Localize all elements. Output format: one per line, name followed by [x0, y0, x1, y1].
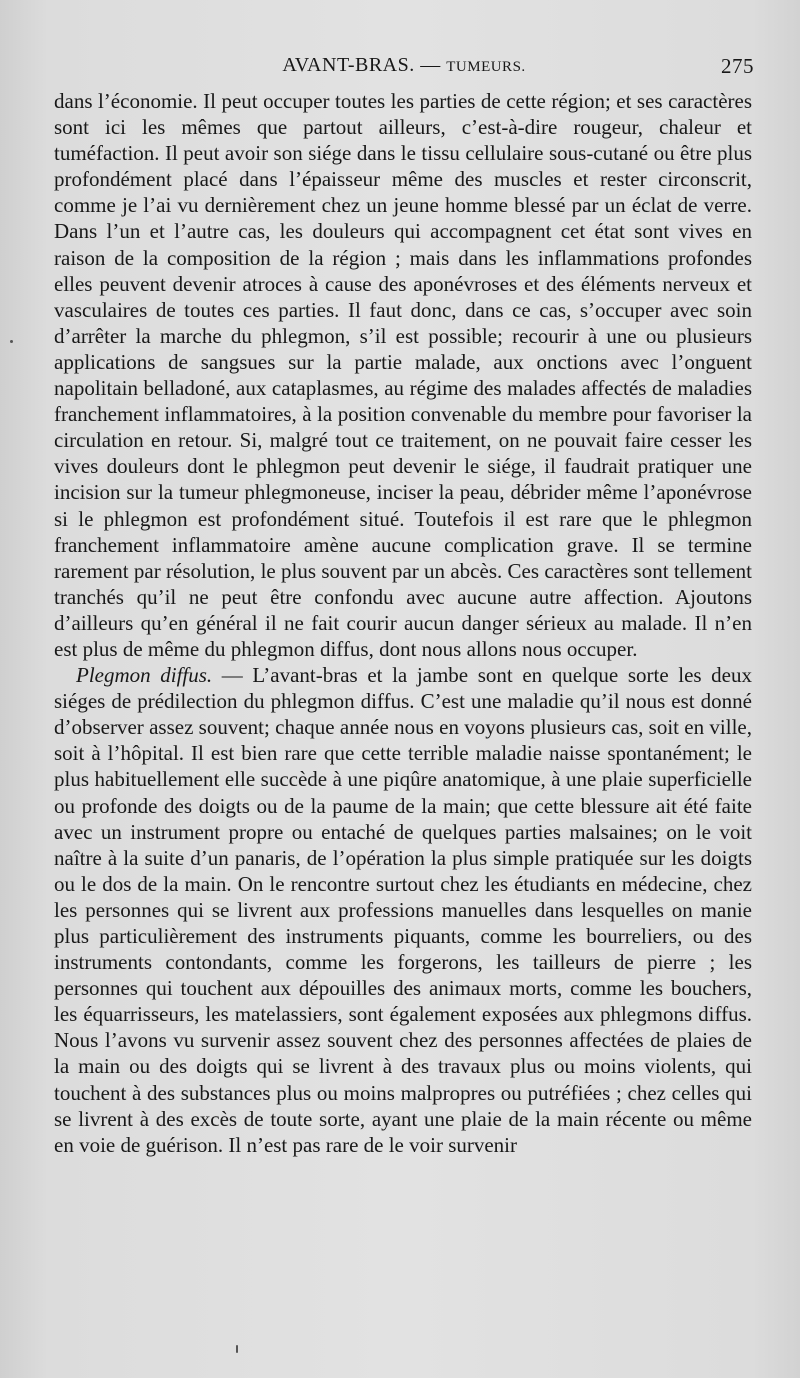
body-text — [54, 88, 752, 1158]
page-header — [54, 54, 754, 84]
paragraph-phlegmon-diffus — [54, 662, 752, 1158]
page-number: 275 — [721, 54, 754, 78]
paragraph-phlegmon-diffus-text: — L’avant-bras et la jambe sont en quelque sorte les deux siéges de prédilection du phlegmon diffus. C’est une maladie qu’il nous est donné d’observer assez souvent; chaque année nous en voyons plusieurs cas, soit en ville, soit à l’hôpital. Il est bien rare que cette terrible maladie naisse spontanément; le plus habituellement elle succède à une piqûre anatomique, à une plaie superficielle ou profonde des doigts ou de la paume de la main; que cette blessure ait été faite avec un instrument propre ou entaché de quelques parties malsaines; on le voit naître à la suite d’un panaris, de l’opération la plus simple pratiquée sur les doigts ou le dos de la main. On le rencontre surtout chez les étudiants en médecine, chez les personnes qui se livrent aux professions manuelles dans lesquelles on manie plus particulièrement des instruments piquants, comme les bourreliers, ou des instruments contondants, comme les forgerons, les tailleurs de pierre ; les personnes qui touchent aux dépouilles des animaux morts, comme les bouchers, les équarrisseurs, les matelassiers, sont également exposées aux phlegmons diffus. Nous l’avons vu survenir assez souvent chez des personnes affectées de plaies de la main ou des doigts qui se livrent à des travaux plus ou moins violents, qui touchent à des substances plus ou moins malpropres ou putréfiées ; chez celles qui se livrent à des excès de toute sorte, ayant une plaie de la main récente ou même en voie de guérison. Il n’est pas rare de le voir survenir — [54, 663, 752, 1157]
section-title-plegmon-diffus: Plegmon diffus. — [76, 663, 213, 688]
running-head-section: AVANT-BRAS. — [282, 54, 415, 76]
margin-speck — [236, 1345, 238, 1353]
running-head-subsection: TUMEURS. — [446, 59, 526, 75]
paragraph-phlegmon-circonscrit: dans l’économie. Il peut occuper toutes les parties de cette région; et ses caractères sont ici les mêmes que partout ailleurs, c’est-à-dire rougeur, chaleur et tuméfaction. Il peut avoir son siége dans le tissu cellulaire sous-cutané ou être plus profondément placé dans l’épaisseur même des muscles et rester circonscrit, comme je l’ai vu dernièrement chez un jeune homme blessé par un éclat de verre. Dans l’un et l’autre cas, les douleurs qui accompagnent cet état sont vives en raison de la composition de la région ; mais dans les inflammations profondes elles peuvent devenir atroces à cause des aponévroses et des éléments nerveux et vasculaires de toutes ces parties. Il faut donc, dans ce cas, s’occuper avec soin d’arrêter la marche du phlegmon, s’il est possible; recourir à une ou plusieurs applications de sangsues sur la partie malade, aux onctions avec l’onguent napolitain belladoné, aux cataplasmes, au régime des malades affectés de maladies franchement inflammatoires, à la position convenable du membre pour favoriser la circulation en retour. Si, malgré tout ce traitement, on ne pouvait faire cesser les vives douleurs dont le phlegmon peut devenir le siége, il faudrait pratiquer une incision sur la tumeur phlegmoneuse, inciser la peau, débrider même l’aponévrose si le phlegmon est profondément situé. Toutefois il est rare que le phlegmon franchement inflammatoire amène aucune complication grave. Il se termine rarement par résolution, le plus souvent par un abcès. Ces caractères sont tellement tranchés qu’il ne peut être confondu avec aucune autre affection. Ajoutons d’ailleurs qu’en général il ne fait courir aucun danger sérieux au malade. Il n’en est plus de même du phlegmon diffus, dont nous allons nous occuper. — [54, 89, 752, 661]
margin-speck — [10, 340, 13, 343]
running-head-dash: — — [414, 54, 447, 76]
running-head — [54, 54, 754, 77]
